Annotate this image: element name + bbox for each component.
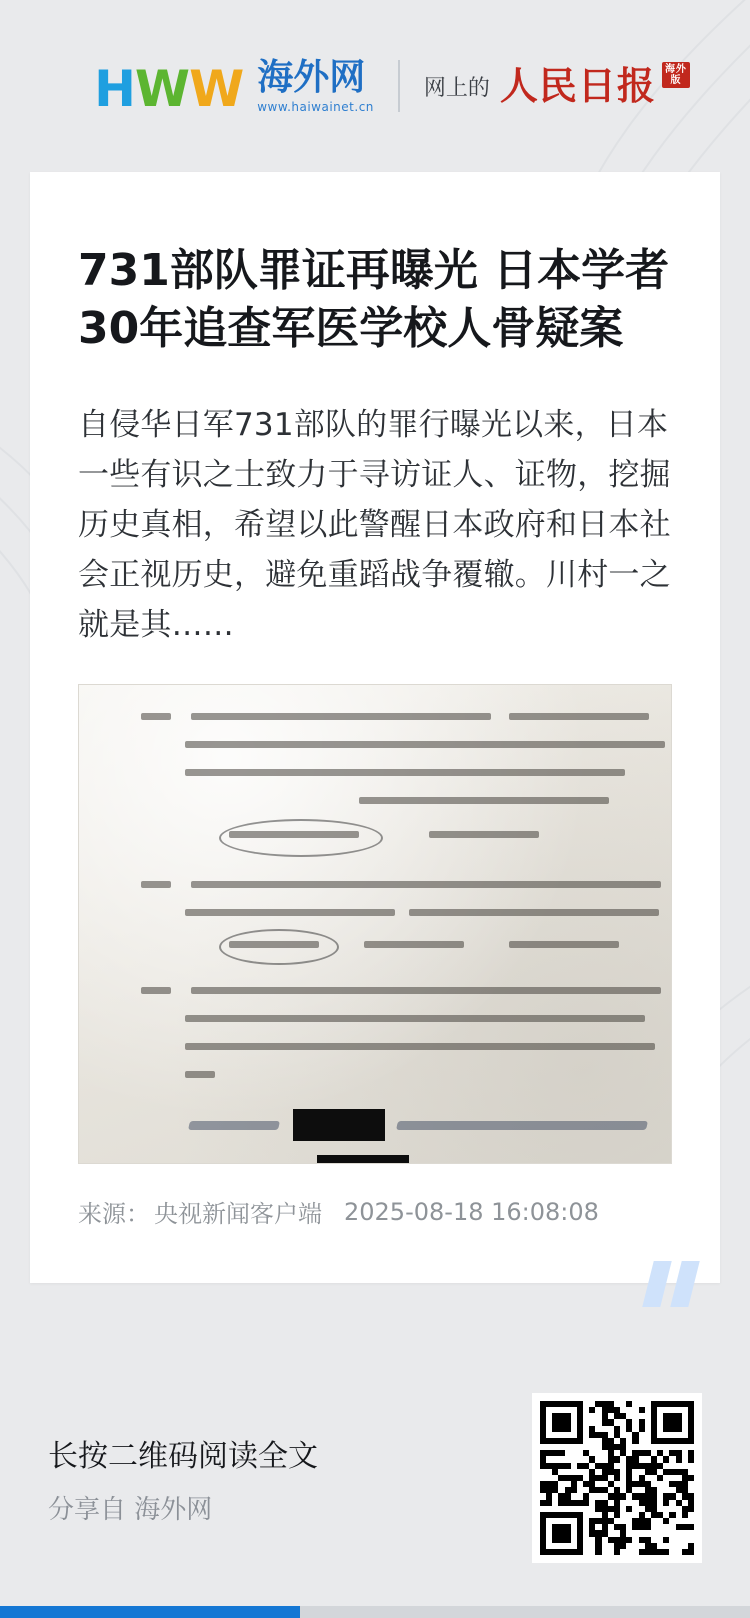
page-title: 731部队罪证再曝光 日本学者30年追查军医学校人骨疑案	[78, 245, 670, 354]
share-attribution: 分享自 海外网	[48, 1494, 213, 1525]
bottom-bar-gray	[300, 1606, 750, 1618]
logo-letter-w1: W	[134, 60, 190, 118]
hww-letters	[94, 60, 244, 118]
partner-badge: 海外版	[662, 62, 690, 88]
timestamp: 2025-08-18 16:08:08	[344, 1197, 599, 1226]
partner-name-wrap	[499, 63, 687, 108]
article-card	[30, 172, 720, 1283]
share-text-block	[48, 1431, 318, 1526]
site-name: 海外网	[257, 57, 366, 98]
bottom-accent-bar	[0, 1606, 750, 1618]
haiwainet-logo[interactable]	[94, 57, 374, 118]
logo-letter-h: H	[94, 60, 135, 118]
image-lighting	[79, 685, 671, 1163]
article-image[interactable]	[78, 684, 672, 1164]
qr-code-grid	[540, 1401, 694, 1555]
quote-decoration	[648, 1261, 694, 1307]
qr-code[interactable]	[532, 1393, 702, 1563]
article-body	[30, 172, 720, 1164]
source-row	[78, 1194, 672, 1275]
logo-letter-w2: W	[189, 60, 244, 118]
partner-logo	[423, 63, 687, 108]
site-header	[0, 0, 750, 172]
share-instruction: 长按二维码阅读全文	[48, 1438, 318, 1474]
logo-row	[94, 57, 687, 118]
share-footer	[0, 1353, 750, 1603]
source-label: 来源：	[78, 1200, 150, 1228]
header-divider	[398, 60, 400, 112]
source-name: 央视新闻客户端	[154, 1200, 322, 1228]
partner-prefix: 网上的	[423, 75, 490, 101]
site-name-block	[257, 58, 374, 114]
bottom-bar-blue	[0, 1606, 300, 1618]
article-summary: 自侵华日军731部队的罪行曝光以来，日本一些有识之士致力于寻访证人、证物，挖掘历史真相，希望以此警醒日本政府和日本社会正视历史，避免重蹈战争覆辙。川村一之就是其……	[78, 407, 671, 643]
site-url: www.haiwainet.cn	[257, 100, 374, 114]
partner-name: 人民日报	[499, 63, 656, 108]
